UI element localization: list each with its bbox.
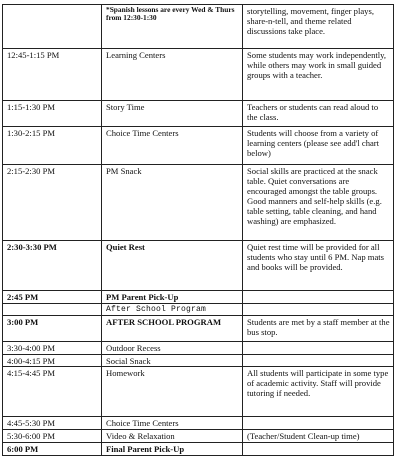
description-cell — [243, 355, 394, 367]
activity-cell: Outdoor Recess — [102, 342, 243, 355]
time-cell: 5:30-6:00 PM — [3, 430, 102, 443]
time-cell: 3:00 PM — [3, 316, 102, 342]
activity-cell: Choice Time Centers — [102, 127, 243, 165]
table-row — [3, 101, 394, 127]
table-row — [3, 443, 394, 456]
time-cell: 4:45-5:30 PM — [3, 417, 102, 430]
description-cell — [243, 443, 394, 456]
activity-cell: Choice Time Centers — [102, 417, 243, 430]
description-cell: Students will choose from a variety of learning centers (please see add'l chart below) — [243, 127, 394, 165]
time-cell: 6:00 PM — [3, 443, 102, 456]
table-row — [3, 417, 394, 430]
description-cell: Quiet rest time will be provided for all students who stay until 6 PM. Nap mats and books will be provided. — [243, 241, 394, 291]
time-cell: 1:15-1:30 PM — [3, 101, 102, 127]
table-row — [3, 241, 394, 291]
time-cell: 1:30-2:15 PM — [3, 127, 102, 165]
activity-cell: PM Snack — [102, 165, 243, 241]
description-cell — [243, 342, 394, 355]
table-row — [3, 342, 394, 355]
description-cell: Social skills are practiced at the snack table. Quiet conversations are encouraged amongst the table groups. Good manners and self-help skills (e.g. table setting, table cleaning, and hand washing) are emphasized. — [243, 165, 394, 241]
time-cell: 4:00-4:15 PM — [3, 355, 102, 367]
schedule-table — [2, 4, 394, 456]
table-row — [3, 355, 394, 367]
time-cell: 4:15-4:45 PM — [3, 367, 102, 417]
table-row — [3, 367, 394, 417]
table-row — [3, 49, 394, 101]
description-cell: storytelling, movement, finger plays, share-n-tell, and theme related discussions take place. — [243, 5, 394, 49]
activity-cell: AFTER SCHOOL PROGRAM — [102, 316, 243, 342]
table-row — [3, 127, 394, 165]
time-cell — [3, 304, 102, 316]
activity-cell: Social Snack — [102, 355, 243, 367]
time-cell: 12:45-1:15 PM — [3, 49, 102, 101]
description-cell — [243, 304, 394, 316]
description-cell: Some students may work independently, while others may work in small guided groups with a teacher. — [243, 49, 394, 101]
table-row — [3, 316, 394, 342]
description-cell: Teachers or students can read aloud to the class. — [243, 101, 394, 127]
activity-cell: Final Parent Pick-Up — [102, 443, 243, 456]
spanish-lessons-note: *Spanish lessons are every Wed & Thurs from 12:30-1:30 — [102, 5, 243, 49]
time-cell — [3, 5, 102, 49]
table-row — [3, 291, 394, 304]
description-cell: All students will participate in some type of academic activity. Staff will provide tutoring if needed. — [243, 367, 394, 417]
activity-cell: Story Time — [102, 101, 243, 127]
activity-cell: Homework — [102, 367, 243, 417]
time-cell: 2:15-2:30 PM — [3, 165, 102, 241]
activity-cell: PM Parent Pick-Up — [102, 291, 243, 304]
activity-cell: Video & Relaxation — [102, 430, 243, 443]
table-row — [3, 430, 394, 443]
table-row — [3, 165, 394, 241]
description-cell — [243, 291, 394, 304]
time-cell: 2:45 PM — [3, 291, 102, 304]
description-cell — [243, 417, 394, 430]
time-cell: 2:30-3:30 PM — [3, 241, 102, 291]
activity-cell: After School Program — [102, 304, 243, 316]
table-row — [3, 5, 394, 49]
description-cell: Students are met by a staff member at the bus stop. — [243, 316, 394, 342]
activity-cell: Learning Centers — [102, 49, 243, 101]
time-cell: 3:30-4:00 PM — [3, 342, 102, 355]
table-row — [3, 304, 394, 316]
description-cell: (Teacher/Student Clean-up time) — [243, 430, 394, 443]
activity-cell: Quiet Rest — [102, 241, 243, 291]
